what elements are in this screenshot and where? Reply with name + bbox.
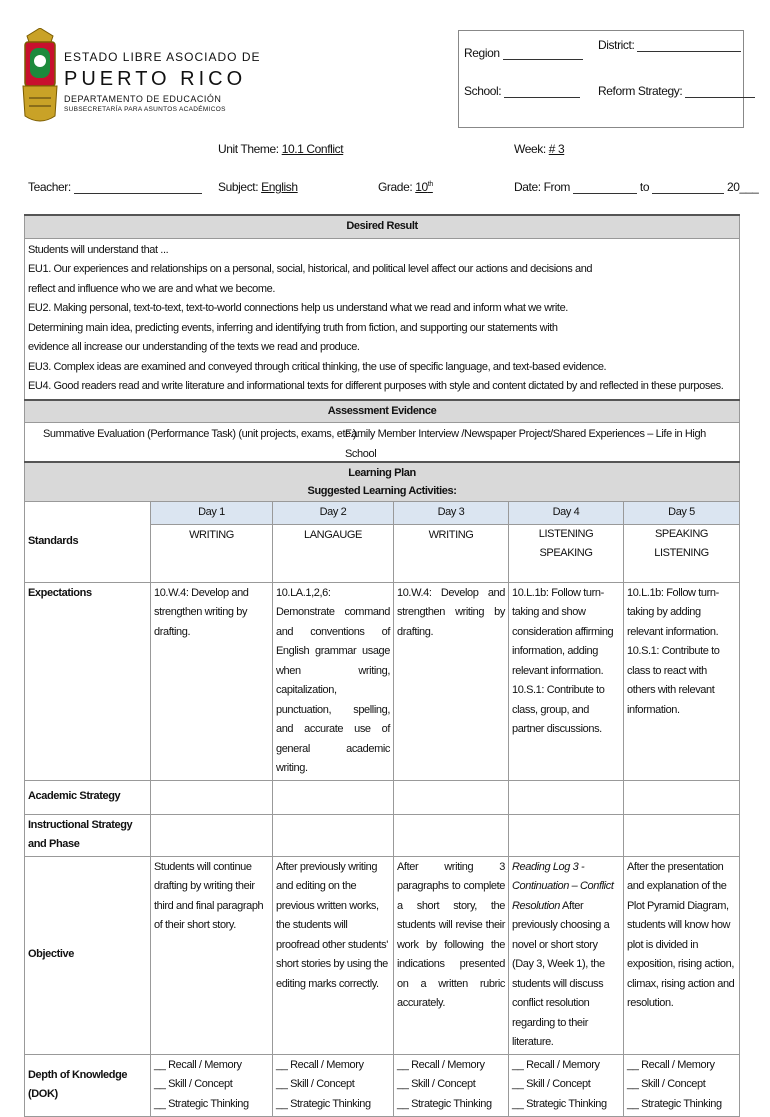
dok-skill-option[interactable]: __ Skill / Concept — [276, 1078, 355, 1090]
learning-plan-subtitle: Suggested Learning Activities: — [307, 485, 457, 497]
dok-strategic-option[interactable]: __ Strategic Thinking — [276, 1097, 371, 1110]
dok-skill-option[interactable]: __ Skill / Concept — [627, 1078, 706, 1090]
logo-line-3: DEPARTAMENTO DE EDUCACIÓN — [64, 94, 222, 104]
day-1-header: Day 1 — [151, 502, 273, 525]
dok-recall-option[interactable]: __ Recall / Memory — [397, 1058, 485, 1071]
dok-day-5[interactable] — [624, 1054, 740, 1116]
dok-recall-option[interactable]: __ Recall / Memory — [276, 1058, 364, 1071]
reform-strategy-label: Reform Strategy: — [598, 84, 683, 98]
date-range-field[interactable] — [514, 180, 758, 194]
week-label: Week: — [514, 142, 546, 156]
instructional-strategy-day-3[interactable] — [394, 814, 509, 856]
eu2-text: EU2. Making personal, text-to-text, text-to-world connections help us understand what we read and inform what we write. Determining main idea, predicting events, inferring and identifying truth from fiction, and supporting our statements with evidence all increase our understanding of the texts we read and produce. — [28, 302, 568, 353]
subject — [218, 180, 298, 194]
standard-day-2: LANGAUGE — [273, 524, 394, 582]
school-label: School: — [464, 84, 502, 98]
dok-recall-option[interactable]: __ Recall / Memory — [512, 1058, 600, 1071]
dok-label: Depth of Knowledge (DOK) — [25, 1054, 151, 1116]
unit-theme-value: 10.1 Conflict — [281, 142, 344, 156]
subject-value: English — [261, 180, 298, 194]
dok-strategic-option[interactable]: __ Strategic Thinking — [154, 1097, 249, 1110]
desired-result-body — [25, 238, 740, 400]
standards-label: Standards — [25, 502, 151, 583]
learning-plan-title: Learning Plan — [348, 467, 416, 479]
standard-day-3: WRITING — [394, 524, 509, 582]
academic-strategy-day-5[interactable] — [624, 780, 740, 814]
grade-suffix: th — [427, 181, 433, 188]
date-to-label: to — [639, 180, 650, 194]
dok-strategic-option[interactable]: __ Strategic Thinking — [627, 1097, 722, 1110]
academic-strategy-day-4[interactable] — [509, 780, 624, 814]
day-4-header: Day 4 — [509, 502, 624, 525]
desired-result-intro: Students will understand that ... — [28, 243, 169, 256]
academic-strategy-day-2[interactable] — [273, 780, 394, 814]
unit-theme — [218, 142, 343, 156]
reform-strategy-field[interactable] — [598, 84, 755, 98]
objective-day-1: Students will continue drafting by writing their third and final paragraph of their short story. — [151, 856, 273, 1054]
academic-strategy-day-1[interactable] — [151, 780, 273, 814]
academic-strategy-day-3[interactable] — [394, 780, 509, 814]
expectation-day-3: 10.W.4: Develop and strengthen writing by drafting. — [394, 582, 509, 780]
instructional-strategy-day-1[interactable] — [151, 814, 273, 856]
standard-day-5: SPEAKING LISTENING — [624, 524, 740, 582]
district-label: District: — [598, 38, 635, 52]
grade-label: Grade: — [378, 180, 413, 194]
date-from-label: Date: From — [514, 180, 571, 194]
standard-day-1: WRITING — [151, 524, 273, 582]
expectation-day-1: 10.W.4: Develop and strengthen writing by drafting. — [151, 582, 273, 780]
grade-value: 10 — [415, 180, 428, 194]
objective-day-4 — [509, 856, 624, 1054]
region-field[interactable] — [464, 46, 583, 60]
dok-recall-option[interactable]: __ Recall / Memory — [627, 1058, 715, 1071]
dok-day-4[interactable] — [509, 1054, 624, 1116]
dok-day-1[interactable] — [151, 1054, 273, 1116]
date-year: 20___ — [726, 180, 759, 194]
dok-skill-option[interactable]: __ Skill / Concept — [154, 1078, 233, 1090]
eu4-text: EU4. Good readers read and write literature and informational texts for different purposes with style and content dictated by and reflected in these purposes. — [28, 380, 724, 392]
subject-label: Subject: — [218, 180, 259, 194]
logo-line-4: SUBSECRETARÍA PARA ASUNTOS ACADÉMICOS — [64, 106, 226, 113]
teacher-label: Teacher: — [28, 180, 71, 194]
performance-task: Family Member Interview /Newspaper Project/Shared Experiences – Life in High School — [345, 428, 706, 460]
dok-recall-option[interactable]: __ Recall / Memory — [154, 1058, 242, 1071]
eu3-text: EU3. Complex ideas are examined and conveyed through critical thinking, the use of specific language, and text-based evidence. — [28, 360, 607, 373]
assessment-evidence-header: Assessment Evidence — [25, 400, 740, 423]
desired-result-header: Desired Result — [25, 215, 740, 238]
dok-strategic-option[interactable]: __ Strategic Thinking — [397, 1097, 492, 1110]
expectation-day-2: 10.LA.1,2,6: Demonstrate command and conventions of English grammar usage when writing, capitalization, punctuation, spelling, and accurate use of general academic writing. — [273, 582, 394, 780]
grade — [378, 180, 433, 194]
assessment-evidence-body — [25, 423, 740, 463]
dok-day-3[interactable] — [394, 1054, 509, 1116]
instructional-strategy-day-5[interactable] — [624, 814, 740, 856]
logo-line-1: ESTADO LIBRE ASOCIADO DE — [64, 50, 261, 64]
dok-skill-option[interactable]: __ Skill / Concept — [512, 1078, 591, 1090]
week — [514, 142, 564, 156]
objective-day-4-title: Reading Log 3 - Continuation – Conflict Resolution — [512, 860, 614, 912]
objective-day-4-text: After previously choosing a novel or short story (Day 3, Week 1), the students will discuss conflict resolution regarding to their literature. — [512, 899, 610, 1048]
week-value: # 3 — [548, 142, 565, 156]
school-field[interactable] — [464, 84, 580, 98]
standard-day-4: LISTENING SPEAKING — [509, 524, 624, 582]
day-3-header: Day 3 — [394, 502, 509, 525]
expectations-label: Expectations — [25, 582, 151, 780]
eu1-text: EU1. Our experiences and relationships on a personal, social, historical, and political level affect our actions and decisions and reflect and influence who we are and what we become. — [28, 263, 593, 295]
instructional-strategy-day-2[interactable] — [273, 814, 394, 856]
district-field[interactable] — [598, 38, 741, 52]
day-2-header: Day 2 — [273, 502, 394, 525]
dok-day-2[interactable] — [273, 1054, 394, 1116]
day-5-header: Day 5 — [624, 502, 740, 525]
dok-strategic-option[interactable]: __ Strategic Thinking — [512, 1097, 607, 1110]
objective-day-5: After the presentation and explanation of the Plot Pyramid Diagram, students will know how plot is divided in exposition, rising action, climax, rising action and resolution. — [624, 856, 740, 1054]
summative-evaluation: Summative Evaluation (Performance Task) (unit projects, exams, etc.) — [43, 428, 357, 440]
learning-plan-header — [25, 462, 740, 502]
objective-label: Objective — [25, 856, 151, 1054]
academic-strategy-label: Academic Strategy — [25, 780, 151, 814]
instructional-strategy-label: Instructional Strategy and Phase — [25, 814, 151, 856]
teacher-field[interactable] — [28, 180, 202, 194]
logo-line-2: PUERTO RICO — [64, 68, 247, 90]
expectation-day-5: 10.L.1b: Follow turn-taking by adding relevant information. 10.S.1: Contribute to class to react with others with relevant information. — [624, 582, 740, 780]
unit-theme-label: Unit Theme: — [218, 142, 279, 156]
objective-day-3: After writing 3 paragraphs to complete a short story, the students will revise their work by following the indications presented on a written rubric accurately. — [394, 856, 509, 1054]
lesson-plan-table — [24, 214, 740, 1117]
dok-skill-option[interactable]: __ Skill / Concept — [397, 1078, 476, 1090]
objective-day-2: After previously writing and editing on the previous written works, the students will proofread other students' short stories by using the editing marks correctly. — [273, 856, 394, 1054]
expectation-day-4: 10.L.1b: Follow turn-taking and show consideration affirming information, adding relevant information. 10.S.1: Contribute to class, group, and partner discussions. — [509, 582, 624, 780]
instructional-strategy-day-4[interactable] — [509, 814, 624, 856]
puerto-rico-seal-logo — [21, 28, 59, 126]
region-label: Region — [464, 46, 500, 60]
